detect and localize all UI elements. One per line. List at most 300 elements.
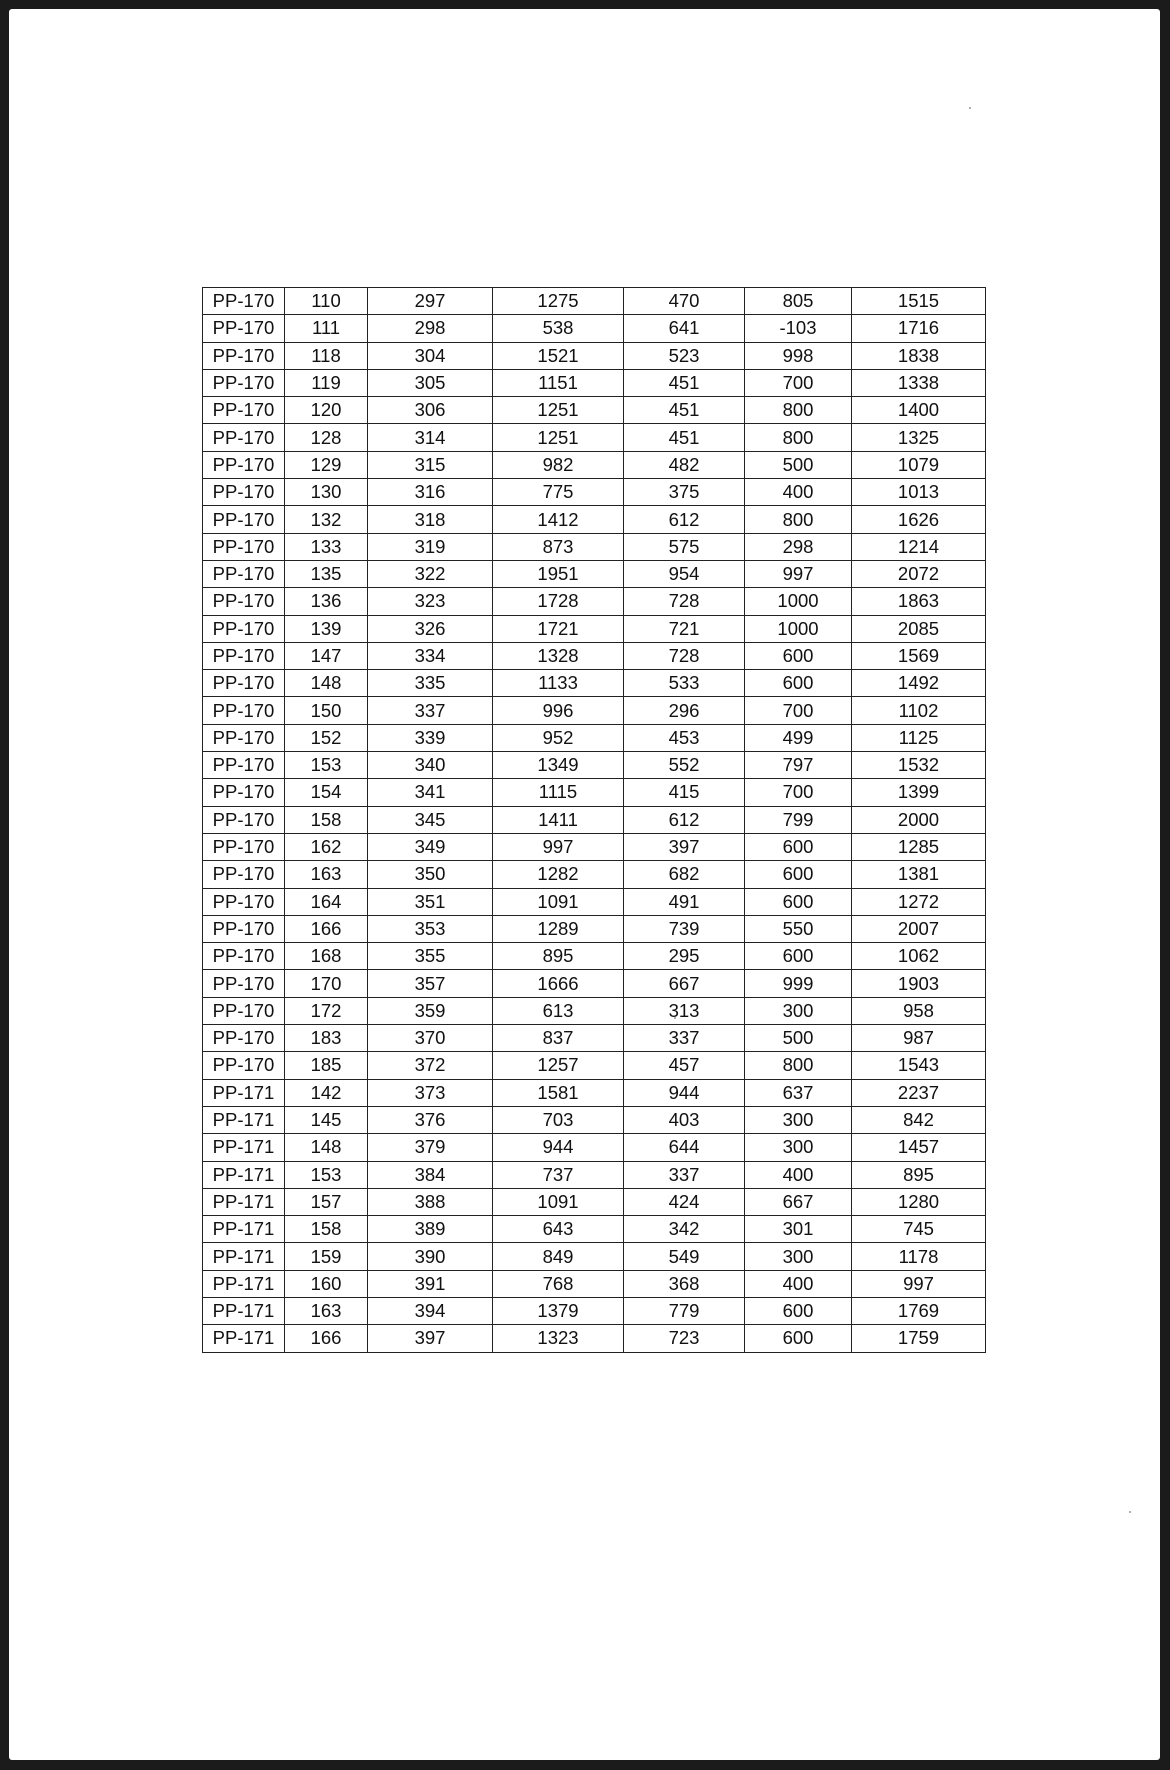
table-cell-code: PP-170: [203, 943, 285, 970]
table-cell-value: 1251: [493, 424, 624, 451]
table-cell-value: 637: [745, 1079, 852, 1106]
table-row: [203, 861, 986, 888]
table-cell-value: 298: [368, 315, 493, 342]
table-cell-code: PP-171: [203, 1297, 285, 1324]
table-cell-value: 306: [368, 397, 493, 424]
table-cell-value: 368: [624, 1270, 745, 1297]
table-cell-value: 148: [285, 670, 368, 697]
table-cell-value: 667: [745, 1188, 852, 1215]
table-cell-value: 158: [285, 1216, 368, 1243]
table-cell-value: 453: [624, 724, 745, 751]
table-cell-value: 357: [368, 970, 493, 997]
table-cell-value: 739: [624, 915, 745, 942]
table-cell-value: 316: [368, 479, 493, 506]
table-cell-value: 499: [745, 724, 852, 751]
table-cell-code: PP-170: [203, 506, 285, 533]
table-cell-value: 644: [624, 1134, 745, 1161]
data-table: [202, 287, 986, 1353]
table-cell-value: 159: [285, 1243, 368, 1270]
table-row: [203, 642, 986, 669]
table-cell-code: PP-171: [203, 1106, 285, 1133]
table-cell-value: 1569: [852, 642, 986, 669]
table-cell-value: 168: [285, 943, 368, 970]
table-cell-code: PP-171: [203, 1243, 285, 1270]
table-cell-code: PP-170: [203, 288, 285, 315]
table-cell-value: 779: [624, 1297, 745, 1324]
table-cell-value: 132: [285, 506, 368, 533]
table-cell-code: PP-170: [203, 697, 285, 724]
table-cell-value: 118: [285, 342, 368, 369]
table-cell-value: 319: [368, 533, 493, 560]
table-cell-value: 1091: [493, 1188, 624, 1215]
table-cell-value: 1581: [493, 1079, 624, 1106]
table-cell-value: 1000: [745, 588, 852, 615]
table-row: [203, 724, 986, 751]
table-cell-value: 612: [624, 806, 745, 833]
table-cell-code: PP-170: [203, 615, 285, 642]
table-row: [203, 1243, 986, 1270]
table-cell-value: 153: [285, 752, 368, 779]
table-cell-value: 982: [493, 451, 624, 478]
data-table-container: [202, 287, 985, 1353]
table-cell-code: PP-170: [203, 560, 285, 587]
table-cell-value: 837: [493, 1025, 624, 1052]
table-cell-value: 2237: [852, 1079, 986, 1106]
table-cell-value: 1282: [493, 861, 624, 888]
table-cell-value: 185: [285, 1052, 368, 1079]
table-cell-value: 315: [368, 451, 493, 478]
table-cell-value: 842: [852, 1106, 986, 1133]
table-cell-value: 552: [624, 752, 745, 779]
table-cell-value: 133: [285, 533, 368, 560]
table-cell-value: 728: [624, 642, 745, 669]
table-cell-value: 300: [745, 1106, 852, 1133]
table-cell-value: 300: [745, 1243, 852, 1270]
table-cell-value: 954: [624, 560, 745, 587]
table-row: [203, 506, 986, 533]
table-cell-value: 549: [624, 1243, 745, 1270]
table-cell-value: 355: [368, 943, 493, 970]
table-cell-value: 349: [368, 833, 493, 860]
table-row: [203, 588, 986, 615]
table-cell-value: 384: [368, 1161, 493, 1188]
table-cell-value: 110: [285, 288, 368, 315]
table-cell-value: 157: [285, 1188, 368, 1215]
table-row: [203, 1216, 986, 1243]
table-cell-code: PP-170: [203, 533, 285, 560]
table-cell-value: 158: [285, 806, 368, 833]
table-row: [203, 315, 986, 342]
table-cell-code: PP-170: [203, 970, 285, 997]
table-cell-value: 1728: [493, 588, 624, 615]
table-cell-value: 1769: [852, 1297, 986, 1324]
table-cell-value: 737: [493, 1161, 624, 1188]
table-cell-value: 1338: [852, 369, 986, 396]
table-cell-value: 164: [285, 888, 368, 915]
table-cell-value: 682: [624, 861, 745, 888]
table-cell-value: 1325: [852, 424, 986, 451]
table-row: [203, 342, 986, 369]
table-cell-value: 700: [745, 369, 852, 396]
table-cell-code: PP-170: [203, 642, 285, 669]
table-cell-value: 111: [285, 315, 368, 342]
table-row: [203, 560, 986, 587]
table-cell-code: PP-170: [203, 1025, 285, 1052]
table-row: [203, 1188, 986, 1215]
table-cell-value: 120: [285, 397, 368, 424]
table-cell-code: PP-170: [203, 1052, 285, 1079]
table-cell-value: 166: [285, 915, 368, 942]
table-cell-value: 130: [285, 479, 368, 506]
table-cell-value: 153: [285, 1161, 368, 1188]
table-cell-value: 304: [368, 342, 493, 369]
table-cell-value: 183: [285, 1025, 368, 1052]
table-cell-value: 1079: [852, 451, 986, 478]
table-cell-value: 457: [624, 1052, 745, 1079]
table-cell-value: 775: [493, 479, 624, 506]
table-cell-value: 996: [493, 697, 624, 724]
table-cell-value: 148: [285, 1134, 368, 1161]
table-cell-value: 1759: [852, 1325, 986, 1352]
table-cell-value: 451: [624, 369, 745, 396]
table-cell-value: 895: [493, 943, 624, 970]
table-row: [203, 1325, 986, 1352]
table-cell-value: 575: [624, 533, 745, 560]
table-row: [203, 997, 986, 1024]
table-cell-value: 1457: [852, 1134, 986, 1161]
table-cell-code: PP-170: [203, 915, 285, 942]
table-cell-value: 295: [624, 943, 745, 970]
table-cell-value: 849: [493, 1243, 624, 1270]
table-cell-value: 1280: [852, 1188, 986, 1215]
table-cell-value: 700: [745, 779, 852, 806]
table-cell-value: 997: [852, 1270, 986, 1297]
table-cell-value: 600: [745, 670, 852, 697]
table-cell-value: 166: [285, 1325, 368, 1352]
table-cell-value: -103: [745, 315, 852, 342]
table-cell-value: 1013: [852, 479, 986, 506]
table-cell-value: 2000: [852, 806, 986, 833]
table-cell-value: 400: [745, 1161, 852, 1188]
table-cell-value: 1666: [493, 970, 624, 997]
table-cell-value: 1515: [852, 288, 986, 315]
table-cell-value: 388: [368, 1188, 493, 1215]
table-cell-code: PP-170: [203, 861, 285, 888]
table-cell-value: 800: [745, 424, 852, 451]
table-cell-value: 340: [368, 752, 493, 779]
table-cell-value: 600: [745, 861, 852, 888]
table-row: [203, 369, 986, 396]
table-cell-value: 1257: [493, 1052, 624, 1079]
table-cell-value: 300: [745, 997, 852, 1024]
table-cell-value: 337: [368, 697, 493, 724]
table-cell-value: 163: [285, 1297, 368, 1324]
table-cell-code: PP-171: [203, 1079, 285, 1106]
table-row: [203, 1079, 986, 1106]
table-row: [203, 1161, 986, 1188]
table-cell-code: PP-171: [203, 1325, 285, 1352]
table-cell-value: 1285: [852, 833, 986, 860]
table-cell-value: 390: [368, 1243, 493, 1270]
table-cell-value: 1381: [852, 861, 986, 888]
table-cell-value: 145: [285, 1106, 368, 1133]
table-row: [203, 1297, 986, 1324]
table-row: [203, 806, 986, 833]
table-cell-value: 1492: [852, 670, 986, 697]
table-cell-code: PP-170: [203, 451, 285, 478]
table-cell-value: 1532: [852, 752, 986, 779]
table-cell-value: 339: [368, 724, 493, 751]
table-cell-value: 987: [852, 1025, 986, 1052]
table-cell-value: 952: [493, 724, 624, 751]
table-cell-value: 139: [285, 615, 368, 642]
table-cell-value: 612: [624, 506, 745, 533]
scan-speck: [1129, 1511, 1131, 1513]
table-cell-value: 1102: [852, 697, 986, 724]
table-cell-value: 491: [624, 888, 745, 915]
table-row: [203, 943, 986, 970]
table-cell-value: 768: [493, 1270, 624, 1297]
table-cell-value: 944: [624, 1079, 745, 1106]
table-cell-value: 600: [745, 1325, 852, 1352]
table-cell-value: 797: [745, 752, 852, 779]
table-cell-value: 345: [368, 806, 493, 833]
table-row: [203, 670, 986, 697]
table-cell-value: 997: [745, 560, 852, 587]
table-cell-value: 147: [285, 642, 368, 669]
table-cell-value: 1214: [852, 533, 986, 560]
table-cell-value: 600: [745, 943, 852, 970]
table-cell-code: PP-170: [203, 997, 285, 1024]
table-row: [203, 451, 986, 478]
table-cell-code: PP-170: [203, 315, 285, 342]
table-cell-value: 1951: [493, 560, 624, 587]
table-cell-value: 394: [368, 1297, 493, 1324]
table-cell-value: 1289: [493, 915, 624, 942]
table-cell-code: PP-170: [203, 342, 285, 369]
table-cell-value: 805: [745, 288, 852, 315]
table-cell-value: 1626: [852, 506, 986, 533]
table-cell-value: 1272: [852, 888, 986, 915]
table-cell-value: 335: [368, 670, 493, 697]
table-cell-code: PP-170: [203, 806, 285, 833]
table-cell-value: 613: [493, 997, 624, 1024]
table-cell-code: PP-170: [203, 479, 285, 506]
table-cell-code: PP-170: [203, 397, 285, 424]
table-row: [203, 424, 986, 451]
table-cell-value: 152: [285, 724, 368, 751]
table-row: [203, 615, 986, 642]
table-cell-value: 351: [368, 888, 493, 915]
table-cell-value: 337: [624, 1025, 745, 1052]
table-cell-value: 998: [745, 342, 852, 369]
table-cell-value: 172: [285, 997, 368, 1024]
table-cell-code: PP-170: [203, 424, 285, 451]
table-row: [203, 1270, 986, 1297]
table-cell-value: 600: [745, 833, 852, 860]
table-cell-value: 600: [745, 1297, 852, 1324]
table-cell-value: 1838: [852, 342, 986, 369]
table-cell-code: PP-171: [203, 1216, 285, 1243]
table-cell-value: 1251: [493, 397, 624, 424]
table-cell-value: 301: [745, 1216, 852, 1243]
table-cell-value: 154: [285, 779, 368, 806]
table-cell-value: 533: [624, 670, 745, 697]
table-body: [203, 288, 986, 1353]
table-cell-value: 1062: [852, 943, 986, 970]
table-cell-value: 873: [493, 533, 624, 560]
table-cell-value: 2072: [852, 560, 986, 587]
table-cell-value: 1412: [493, 506, 624, 533]
table-cell-value: 400: [745, 1270, 852, 1297]
table-cell-value: 800: [745, 506, 852, 533]
table-cell-value: 415: [624, 779, 745, 806]
table-cell-value: 1379: [493, 1297, 624, 1324]
table-cell-value: 800: [745, 397, 852, 424]
table-cell-value: 997: [493, 833, 624, 860]
table-cell-value: 334: [368, 642, 493, 669]
table-row: [203, 752, 986, 779]
table-cell-value: 700: [745, 697, 852, 724]
table-cell-value: 342: [624, 1216, 745, 1243]
table-cell-value: 341: [368, 779, 493, 806]
table-cell-value: 373: [368, 1079, 493, 1106]
table-cell-value: 550: [745, 915, 852, 942]
table-cell-value: 1091: [493, 888, 624, 915]
table-cell-code: PP-170: [203, 779, 285, 806]
table-row: [203, 479, 986, 506]
table-cell-value: 538: [493, 315, 624, 342]
table-cell-value: 2085: [852, 615, 986, 642]
table-cell-value: 375: [624, 479, 745, 506]
table-cell-value: 323: [368, 588, 493, 615]
table-cell-value: 1151: [493, 369, 624, 396]
table-cell-value: 944: [493, 1134, 624, 1161]
table-cell-value: 397: [624, 833, 745, 860]
table-row: [203, 288, 986, 315]
table-cell-value: 958: [852, 997, 986, 1024]
table-cell-value: 300: [745, 1134, 852, 1161]
table-cell-value: 129: [285, 451, 368, 478]
table-row: [203, 970, 986, 997]
table-cell-value: 353: [368, 915, 493, 942]
table-cell-value: 389: [368, 1216, 493, 1243]
table-cell-value: 721: [624, 615, 745, 642]
table-cell-code: PP-170: [203, 888, 285, 915]
table-cell-value: 667: [624, 970, 745, 997]
table-cell-value: 703: [493, 1106, 624, 1133]
table-cell-code: PP-170: [203, 752, 285, 779]
table-cell-value: 600: [745, 642, 852, 669]
table-cell-value: 1178: [852, 1243, 986, 1270]
table-cell-value: 150: [285, 697, 368, 724]
table-cell-value: 728: [624, 588, 745, 615]
table-row: [203, 915, 986, 942]
table-cell-value: 135: [285, 560, 368, 587]
table-cell-value: 600: [745, 888, 852, 915]
table-cell-value: 1328: [493, 642, 624, 669]
table-row: [203, 833, 986, 860]
table-cell-value: 800: [745, 1052, 852, 1079]
table-cell-value: 1411: [493, 806, 624, 833]
table-cell-value: 1521: [493, 342, 624, 369]
table-cell-value: 1000: [745, 615, 852, 642]
table-cell-value: 1903: [852, 970, 986, 997]
table-cell-value: 451: [624, 397, 745, 424]
table-cell-value: 397: [368, 1325, 493, 1352]
table-cell-value: 305: [368, 369, 493, 396]
table-cell-value: 999: [745, 970, 852, 997]
table-cell-value: 350: [368, 861, 493, 888]
table-cell-value: 1323: [493, 1325, 624, 1352]
table-cell-value: 163: [285, 861, 368, 888]
table-cell-value: 400: [745, 479, 852, 506]
table-cell-value: 723: [624, 1325, 745, 1352]
table-cell-value: 451: [624, 424, 745, 451]
table-row: [203, 697, 986, 724]
table-cell-code: PP-170: [203, 588, 285, 615]
table-cell-value: 337: [624, 1161, 745, 1188]
table-cell-value: 128: [285, 424, 368, 451]
table-cell-value: 296: [624, 697, 745, 724]
table-cell-value: 297: [368, 288, 493, 315]
table-row: [203, 1052, 986, 1079]
table-row: [203, 1025, 986, 1052]
table-cell-value: 359: [368, 997, 493, 1024]
table-cell-value: 119: [285, 369, 368, 396]
table-cell-value: 1716: [852, 315, 986, 342]
table-cell-value: 1349: [493, 752, 624, 779]
table-cell-value: 424: [624, 1188, 745, 1215]
scan-speck: [969, 107, 971, 109]
table-row: [203, 888, 986, 915]
table-cell-code: PP-170: [203, 670, 285, 697]
table-cell-value: 1400: [852, 397, 986, 424]
table-cell-value: 895: [852, 1161, 986, 1188]
table-row: [203, 1106, 986, 1133]
table-cell-value: 372: [368, 1052, 493, 1079]
table-cell-value: 326: [368, 615, 493, 642]
table-cell-value: 470: [624, 288, 745, 315]
table-cell-value: 1125: [852, 724, 986, 751]
table-row: [203, 533, 986, 560]
table-cell-value: 643: [493, 1216, 624, 1243]
table-cell-value: 391: [368, 1270, 493, 1297]
table-cell-value: 1543: [852, 1052, 986, 1079]
table-cell-value: 162: [285, 833, 368, 860]
table-cell-value: 403: [624, 1106, 745, 1133]
table-cell-value: 370: [368, 1025, 493, 1052]
table-cell-value: 799: [745, 806, 852, 833]
table-cell-value: 745: [852, 1216, 986, 1243]
table-cell-value: 1399: [852, 779, 986, 806]
table-cell-value: 523: [624, 342, 745, 369]
table-cell-value: 1133: [493, 670, 624, 697]
table-cell-value: 318: [368, 506, 493, 533]
table-cell-value: 1115: [493, 779, 624, 806]
table-cell-code: PP-171: [203, 1270, 285, 1297]
table-cell-code: PP-171: [203, 1188, 285, 1215]
table-cell-value: 1275: [493, 288, 624, 315]
table-cell-code: PP-171: [203, 1134, 285, 1161]
table-cell-value: 322: [368, 560, 493, 587]
table-cell-value: 482: [624, 451, 745, 478]
table-cell-value: 298: [745, 533, 852, 560]
table-cell-value: 2007: [852, 915, 986, 942]
table-cell-value: 313: [624, 997, 745, 1024]
table-cell-value: 170: [285, 970, 368, 997]
table-cell-value: 641: [624, 315, 745, 342]
